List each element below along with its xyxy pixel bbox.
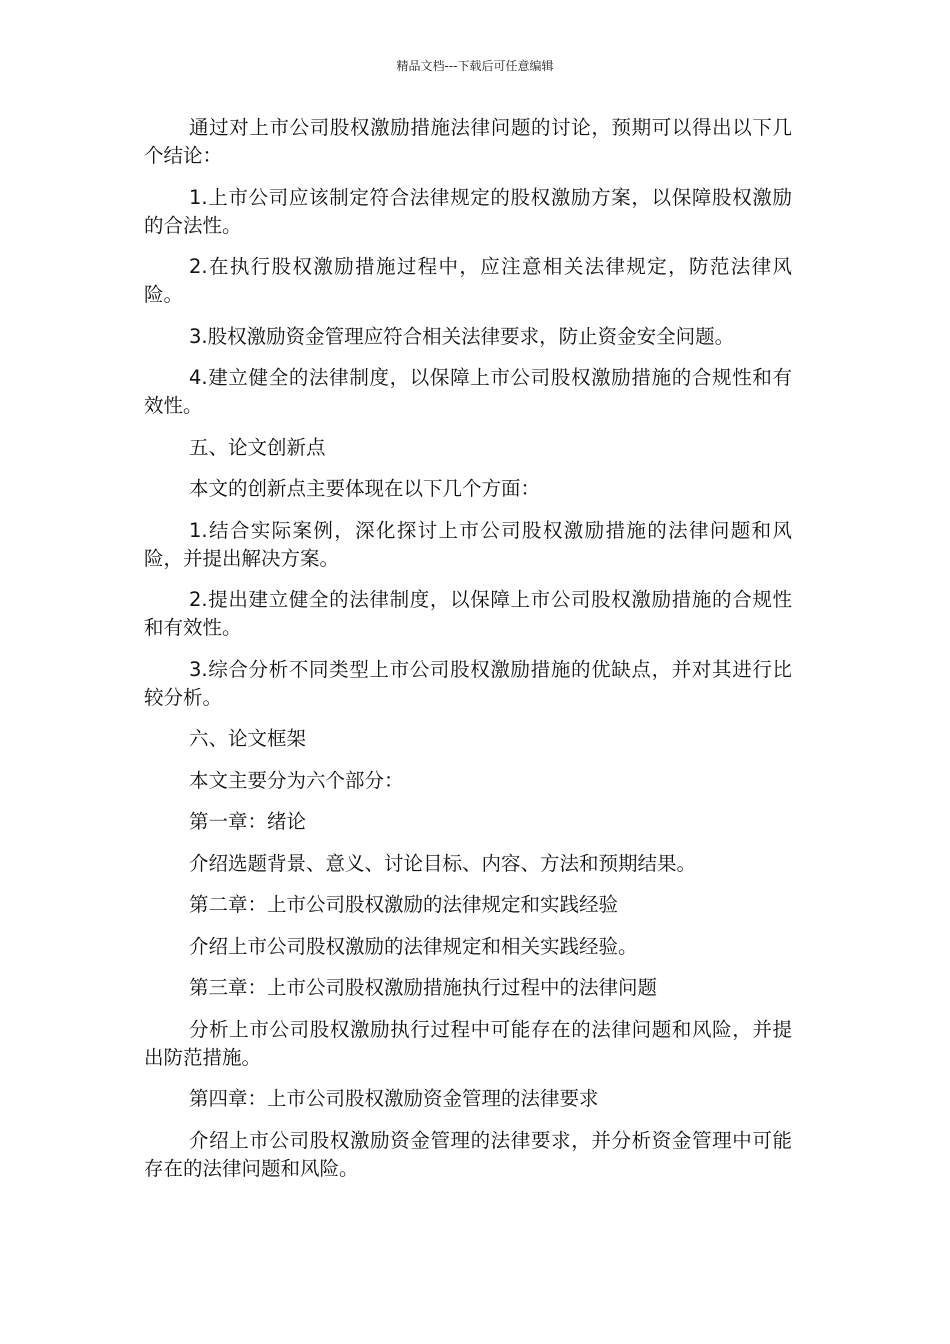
section-heading-framework: 六、论文框架 [189, 727, 307, 750]
chapter-description: 介绍选题背景、意义、讨论目标、内容、方法和预期结果。 [189, 851, 697, 875]
chapter-description: 分析上市公司股权激励执行过程中可能存在的法律问题和风险，并提出防范措施。 [144, 1017, 792, 1069]
paragraph: 本文主要分为六个部分： [189, 768, 404, 792]
chapter-description: 介绍上市公司股权激励资金管理的法律要求，并分析资金管理中可能存在的法律问题和风险。 [144, 1128, 792, 1180]
conclusion-item: 2.在执行股权激励措施过程中，应注意相关法律规定，防范法律风险。 [144, 255, 792, 306]
chapter-title: 第一章：绪论 [189, 810, 307, 833]
innovation-item: 1.结合实际案例，深化探讨上市公司股权激励措施的法律问题和风险，并提出解决方案。 [144, 518, 792, 570]
chapter-title: 第二章：上市公司股权激励的法律规定和实践经验 [189, 893, 619, 916]
innovation-item: 3.综合分析不同类型上市公司股权激励措施的优缺点，并对其进行比较分析。 [144, 657, 792, 709]
innovation-item: 2.提出建立健全的法律制度，以保障上市公司股权激励措施的合规性和有效性。 [144, 588, 792, 639]
paragraph: 本文的创新点主要体现在以下几个方面： [189, 477, 541, 500]
conclusion-item: 1.上市公司应该制定符合法律规定的股权激励方案，以保障股权激励的合法性。 [144, 185, 792, 237]
section-heading-innovation: 五、论文创新点 [189, 435, 326, 459]
chapter-title: 第三章：上市公司股权激励措施执行过程中的法律问题 [189, 976, 658, 999]
paragraph-intro: 通过对上市公司股权激励措施法律问题的讨论，预期可以得出以下几个结论： [144, 116, 792, 167]
document-body [144, 114, 792, 1196]
chapter-title: 第四章：上市公司股权激励资金管理的法律要求 [189, 1087, 599, 1110]
chapter-description: 介绍上市公司股权激励的法律规定和相关实践经验。 [189, 934, 638, 958]
conclusion-item: 4.建立健全的法律制度，以保障上市公司股权激励措施的合规性和有效性。 [144, 366, 792, 417]
page-header: 精品文档---下载后可任意编辑 [396, 59, 554, 73]
conclusion-item: 3.股权激励资金管理应符合相关法律要求，防止资金安全问题。 [189, 324, 735, 348]
